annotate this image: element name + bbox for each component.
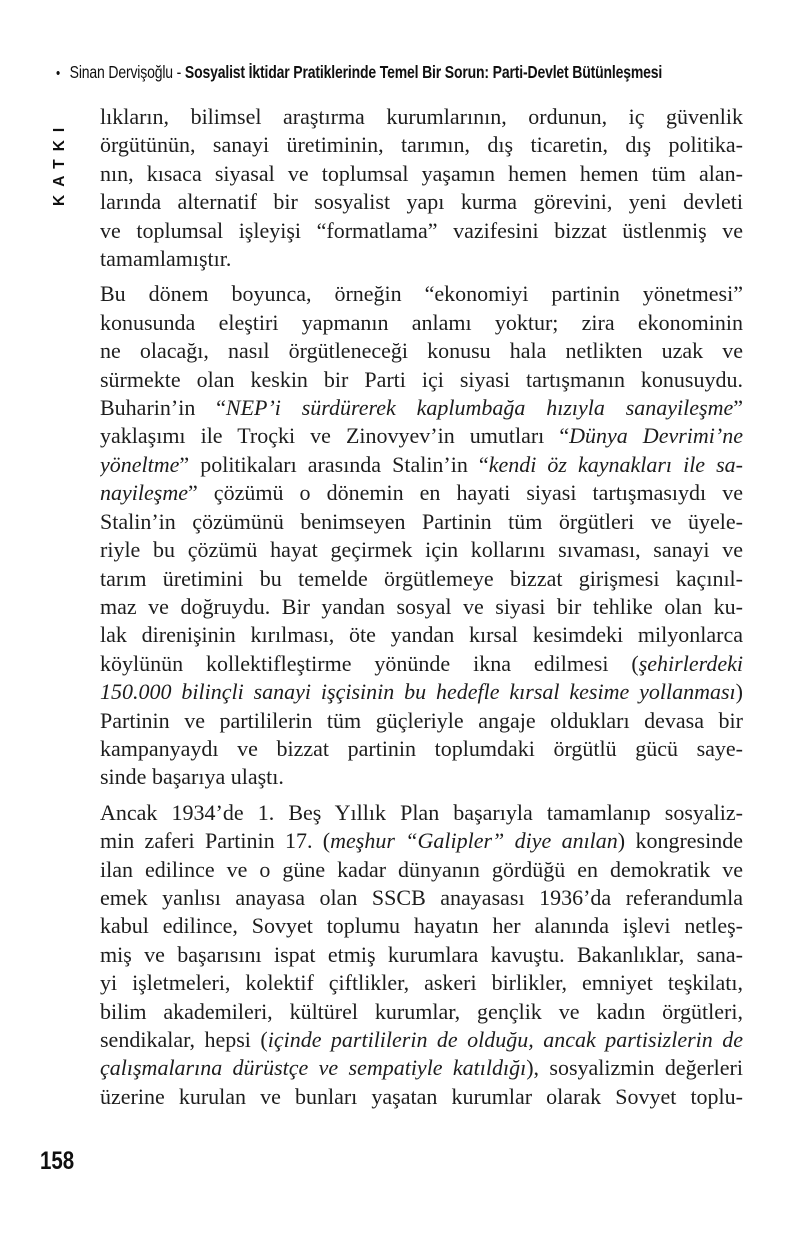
- section-label-katki: KATKI: [51, 119, 68, 206]
- body-text-segment: lak direnişinin kırılması, öte yandan kırsal kesimdeki milyonlarca: [100, 622, 743, 648]
- paragraph: [100, 103, 743, 273]
- text-line: [100, 827, 743, 855]
- running-header: [56, 62, 662, 83]
- text-line: [100, 799, 743, 827]
- text-line: [100, 160, 743, 188]
- paragraph: [100, 799, 743, 1111]
- body-text-segment: Ancak 1934’de 1. Beş Yıllık Plan başarıyla tamamlanıp sosyaliz-: [100, 799, 743, 825]
- body-text: [100, 103, 743, 1111]
- body-text-segment: sinde başarıya ulaştı.: [100, 764, 284, 790]
- body-text-segment: sürmekte olan keskin bir Parti içi siyasi tartışmanın konusuydu.: [100, 366, 743, 392]
- text-line: [100, 536, 743, 564]
- text-line: [100, 131, 743, 159]
- paragraph: [100, 280, 743, 791]
- body-text-segment: larında alternatif bir sosyalist yapı kurma görevini, yeni devleti: [100, 189, 743, 215]
- text-line: [100, 856, 743, 884]
- body-text-segment: Buharin’in “: [100, 395, 226, 421]
- body-text-segment: tarım üretimini bu temelde örgütlemeye bizzat girişmesi kaçınıl-: [100, 565, 743, 591]
- text-line: [100, 941, 743, 969]
- text-line: [100, 763, 743, 791]
- text-line: [100, 337, 743, 365]
- text-line: [100, 1083, 743, 1111]
- body-text-segment: emek yanlısı anayasa olan SSCB anayasası 1936’da referandumla: [100, 884, 743, 910]
- body-text-segment: tamamlamıştır.: [100, 246, 232, 272]
- text-line: [100, 366, 743, 394]
- body-text-segment: köylünün kollektifleştirme yönünde ikna edilmesi (: [100, 650, 639, 676]
- text-line: [100, 707, 743, 735]
- header-author: Sinan Dervişoğlu -: [69, 62, 185, 82]
- body-text-segment: ilan edilince ve o güne kadar dünyanın gördüğü en demokratik ve: [100, 856, 743, 882]
- text-line: [100, 1026, 743, 1054]
- text-line: [100, 593, 743, 621]
- body-text-segment: ”: [733, 395, 743, 421]
- body-text-segment: ) kongresinde: [617, 828, 743, 854]
- body-text-segment: min zaferi Partinin 17. (: [100, 828, 331, 854]
- text-line: [100, 451, 743, 479]
- body-text-segment: yaklaşımı ile Troçki ve Zinovyev’in umutları “: [100, 423, 570, 449]
- text-line: [100, 217, 743, 245]
- text-line: [100, 188, 743, 216]
- body-text-segment: üzerine kurulan ve bunları yaşatan kurumlar olarak Sovyet toplu-: [100, 1083, 743, 1109]
- italic-text: şehirlerdeki: [638, 650, 743, 676]
- body-text-segment: miş ve başarısını ispat etmiş kurumlara kavuştu. Bakanlıklar, sana-: [100, 941, 743, 967]
- body-text-segment: örgütünün, sanayi üretiminin, tarımın, dış ticaretin, dış politika-: [100, 132, 743, 158]
- text-line: [100, 422, 743, 450]
- text-line: [100, 998, 743, 1026]
- body-text-segment: yi işletmeleri, kolektif çiftlikler, askeri birlikler, emniyet teşkilatı,: [100, 970, 743, 996]
- text-line: [100, 394, 743, 422]
- text-line: [100, 650, 743, 678]
- body-text-segment: Stalin’in çözümünü benimseyen Partinin tüm örgütleri ve üyele-: [100, 508, 743, 534]
- body-text-segment: bilim akademileri, kültürel kurumlar, gençlik ve kadın örgütleri,: [100, 998, 743, 1024]
- body-text-segment: maz ve doğruydu. Bir yandan sosyal ve siyasi bir tehlike olan ku-: [100, 593, 743, 619]
- body-text-segment: kampanyaydı ve bizzat partinin toplumdaki örgütlü gücü saye-: [100, 735, 743, 761]
- body-text-segment: konusunda eleştiri yapmanın anlamı yoktur; zira ekonominin: [100, 309, 743, 335]
- text-line: [100, 280, 743, 308]
- page-number: 158: [40, 1147, 75, 1175]
- text-line: [100, 621, 743, 649]
- text-line: [100, 912, 743, 940]
- text-line: [100, 735, 743, 763]
- text-line: [100, 508, 743, 536]
- text-line: [100, 1054, 743, 1082]
- text-line: [100, 884, 743, 912]
- italic-text: NEP’i sürdürerek kaplumbağa hızıyla sanayileşme: [225, 395, 734, 421]
- body-text-segment: ): [735, 679, 743, 705]
- body-text-segment: ” çözümü o dönemin en hayati siyasi tartışmasıydı ve: [187, 480, 743, 506]
- text-line: [100, 245, 743, 273]
- body-text-segment: riyle bu çözümü hayat geçirmek için kollarını sıvaması, sanayi ve: [100, 537, 743, 563]
- body-text-segment: ve toplumsal işleyişi “formatlama” vazifesini bizzat üstlenmiş ve: [100, 217, 743, 243]
- italic-text: meşhur “Galipler” diye anılan: [330, 828, 618, 854]
- italic-text: 150.000 bilinçli sanayi işçisinin bu hedefle kırsal kesime yollanması: [100, 679, 736, 705]
- text-line: [100, 103, 743, 131]
- italic-text: kendi öz kaynakları ile sa-: [488, 451, 743, 477]
- body-text-segment: ne olacağı, nasıl örgütleneceği konusu hala netlikten uzak ve: [100, 338, 743, 364]
- bullet-icon: •: [56, 65, 61, 82]
- italic-text: Dünya Devrimi’ne: [569, 423, 743, 449]
- body-text-segment: sendikalar, hepsi (: [100, 1027, 268, 1052]
- body-text-segment: ” politikaları arasında Stalin’in “: [179, 451, 489, 477]
- italic-text: yöneltme: [100, 451, 180, 477]
- text-line: [100, 309, 743, 337]
- body-text-segment: kabul edilince, Sovyet toplumu hayatın her alanında işlevi netleş-: [100, 913, 743, 939]
- text-line: [100, 969, 743, 997]
- body-text-segment: nın, kısaca siyasal ve toplumsal yaşamın hemen hemen tüm alan-: [100, 160, 743, 186]
- body-text-segment: Partinin ve partililerin tüm güçleriyle angaje oldukları devasa bir: [100, 707, 743, 733]
- text-line: [100, 479, 743, 507]
- text-line: [100, 678, 743, 706]
- italic-text: içinde partililerin de olduğu, ancak partisizlerin de: [267, 1027, 743, 1052]
- body-text-segment: lıkların, bilimsel araştırma kurumlarının, ordunun, iç güvenlik: [100, 104, 743, 129]
- italic-text: nayileşme: [100, 480, 188, 506]
- header-title: Sosyalist İktidar Pratiklerinde Temel Bir Sorun: Parti-Devlet Bütünleşmesi: [184, 62, 663, 82]
- italic-text: çalışmalarına dürüstçe ve sempatiyle katıldığı: [100, 1055, 527, 1081]
- text-line: [100, 565, 743, 593]
- body-text-segment: Bu dönem boyunca, örneğin “ekonomiyi partinin yönetmesi”: [100, 281, 743, 307]
- body-text-segment: ), sosyalizmin değerleri: [526, 1055, 743, 1081]
